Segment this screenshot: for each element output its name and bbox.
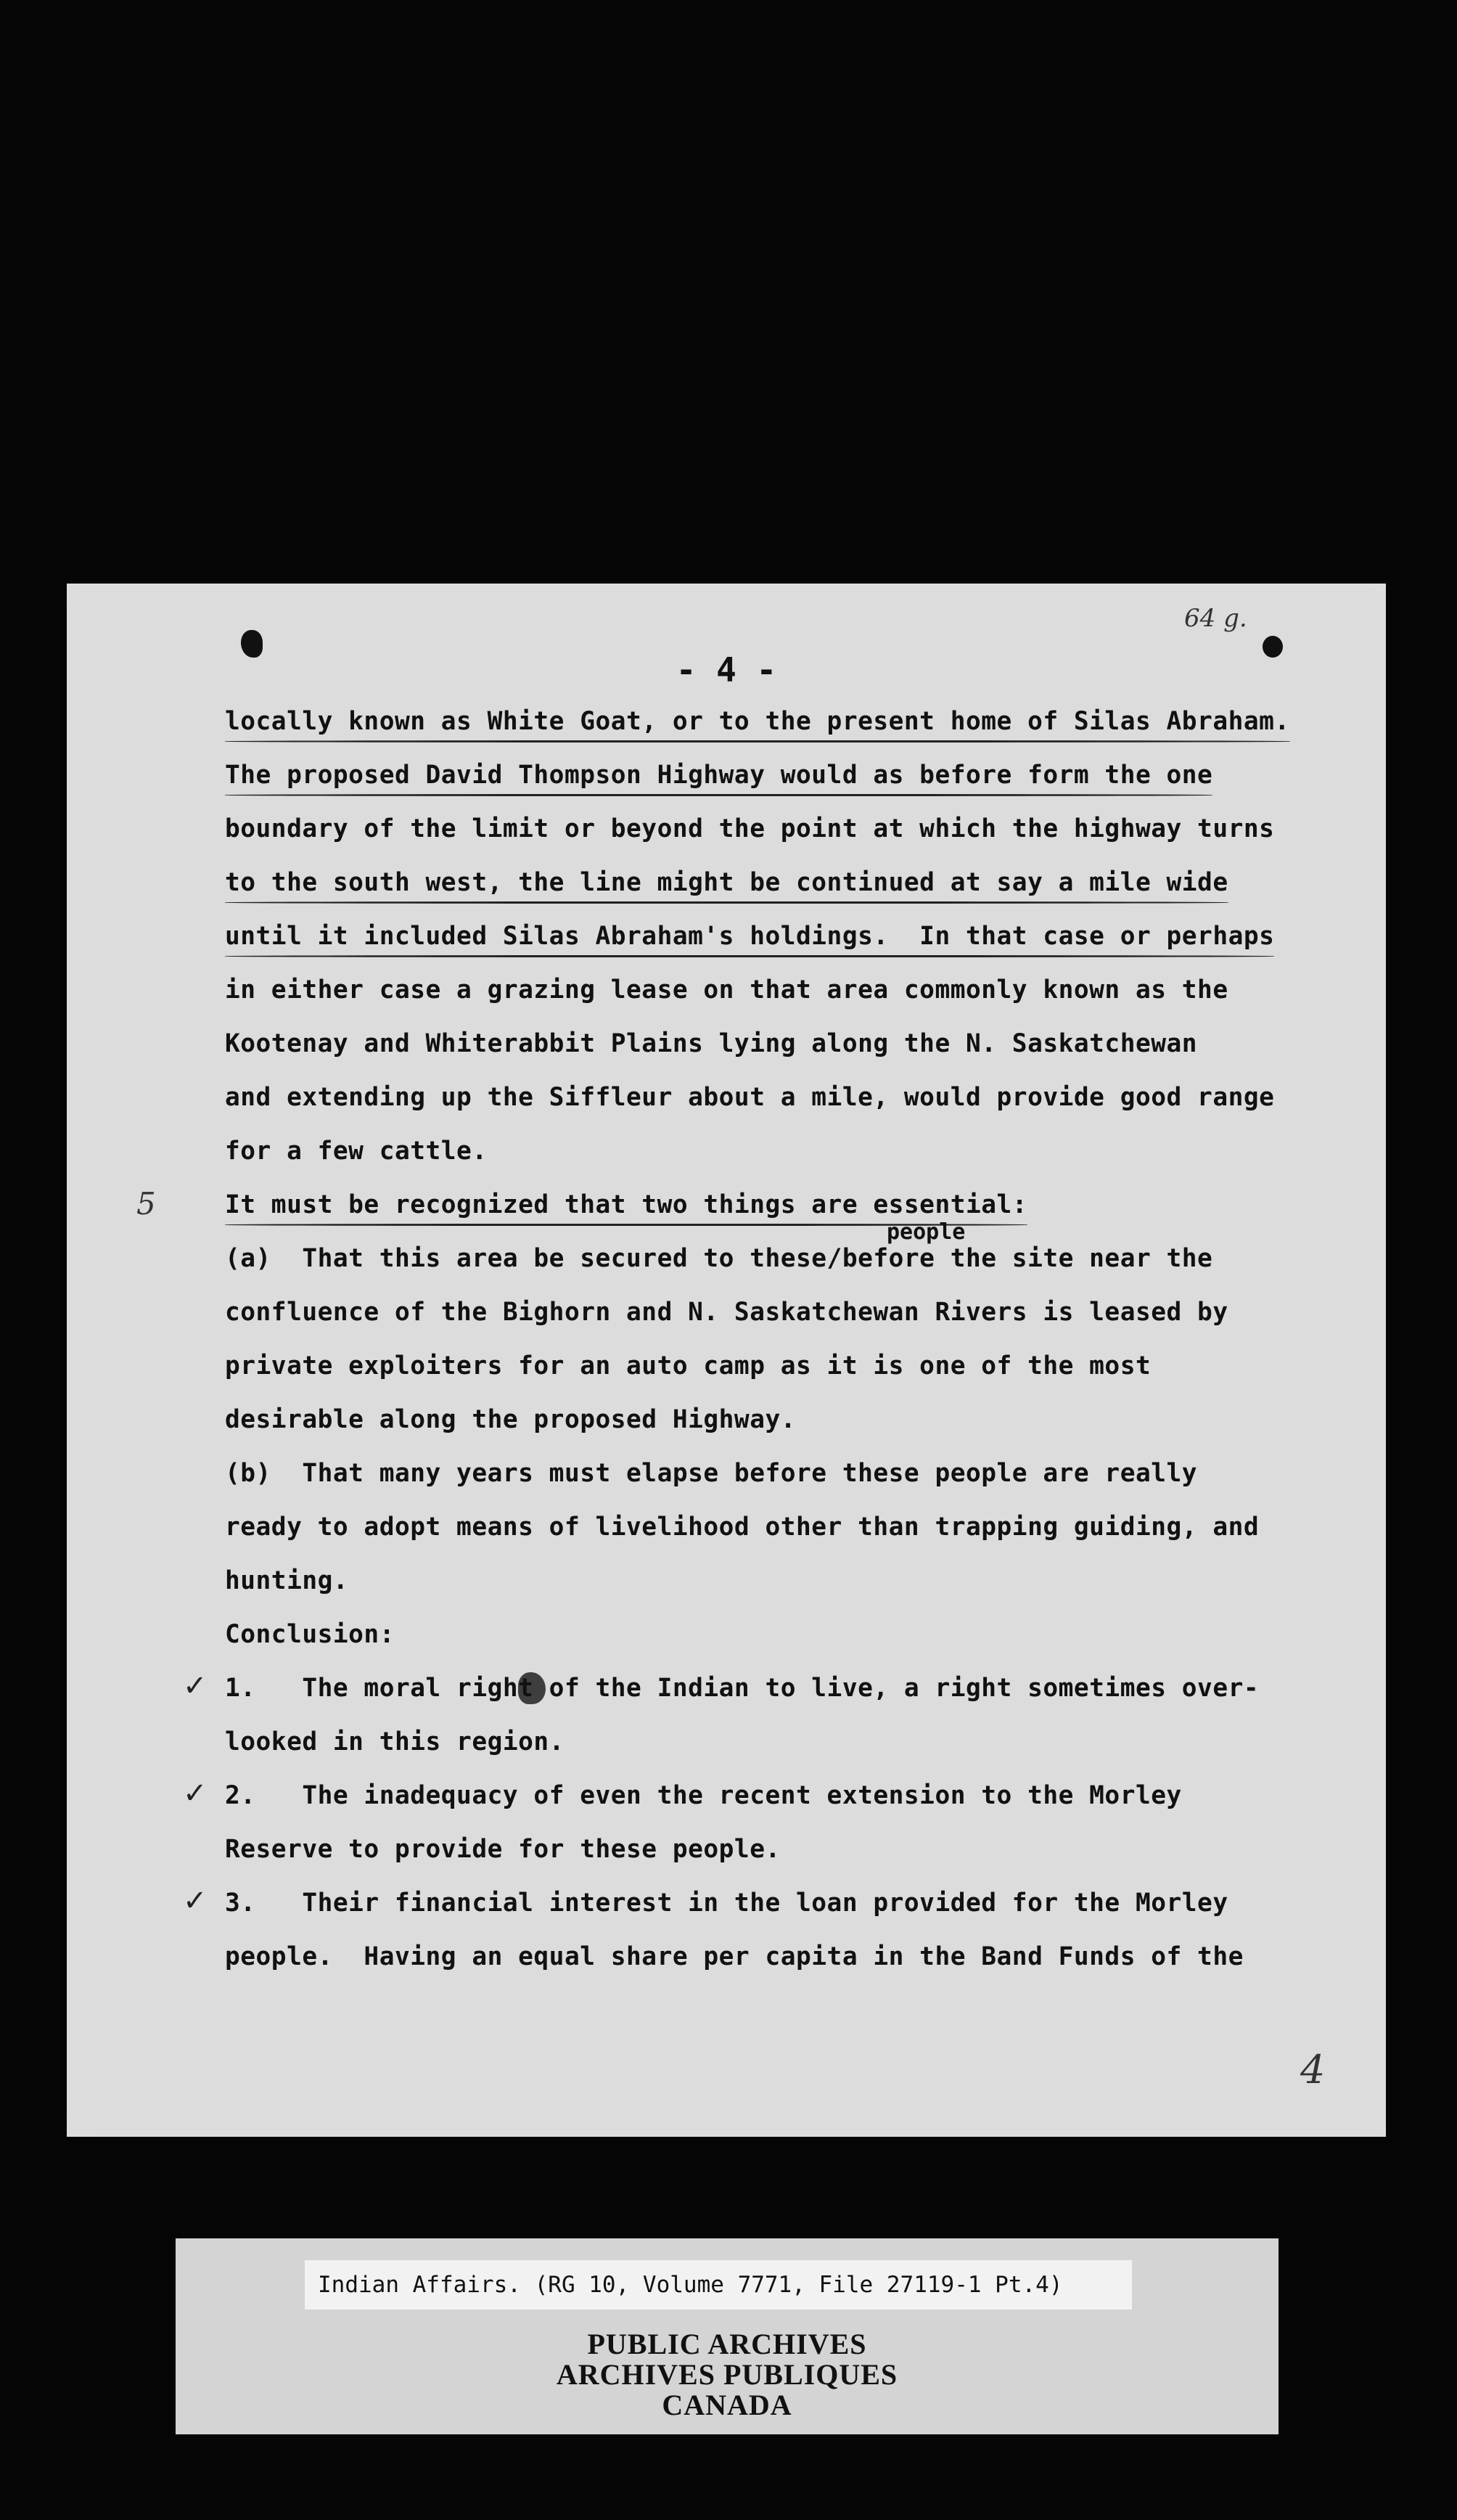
check-mark-icon: ✓ [183, 1669, 208, 1703]
archive-label-strip [176, 2238, 1279, 2434]
body-line: for a few cattle. [225, 1137, 488, 1166]
body-line: 3. Their financial interest in the loan provided for the Morley [225, 1889, 1228, 1918]
corner-note: 64 g. [1184, 604, 1247, 633]
body-line: looked in this region. [225, 1727, 565, 1756]
page-tally: 4 [1300, 2047, 1326, 2092]
body-line: ready to adopt means of livelihood other than trapping guiding, and [225, 1513, 1260, 1542]
archive-stamp-line: ARCHIVES PUBLIQUES [556, 2358, 898, 2391]
body-line: 1. The moral right of the Indian to live, a right sometimes over- [225, 1674, 1260, 1703]
archive-reference: Indian Affairs. (RG 10, Volume 7771, File 27119-1 Pt.4) [305, 2260, 1132, 2310]
margin-mark: 5 [136, 1186, 156, 1222]
body-line: 2. The inadequacy of even the recent extension to the Morley [225, 1781, 1182, 1810]
body-line: Kootenay and Whiterabbit Plains lying along the N. Saskatchewan [225, 1029, 1198, 1058]
section-heading: It must be recognized that two things are essential: [225, 1190, 1028, 1219]
body-line: Reserve to provide for these people. [225, 1835, 781, 1864]
body-line: confluence of the Bighorn and N. Saskatchewan Rivers is leased by [225, 1298, 1228, 1327]
body-line: in either case a grazing lease on that area commonly known as the [225, 975, 1228, 1005]
document-page [67, 584, 1386, 2137]
archive-stamp-line: CANADA [662, 2389, 792, 2421]
body-line: and extending up the Siffleur about a mile, would provide good range [225, 1083, 1275, 1112]
body-line: desirable along the proposed Highway. [225, 1405, 797, 1434]
body-line: private exploiters for an auto camp as it is one of the most [225, 1351, 1152, 1380]
body-line: locally known as White Goat, or to the present home of Silas Abraham. [225, 707, 1290, 736]
body-line: Conclusion: [225, 1620, 395, 1649]
archive-stamp-line: PUBLIC ARCHIVES [587, 2328, 867, 2360]
body-line: hunting. [225, 1566, 349, 1595]
body-line: to the south west, the line might be continued at say a mile wide [225, 868, 1228, 897]
check-mark-icon: ✓ [183, 1777, 208, 1810]
body-line: until it included Silas Abraham's holdings. In that case or perhaps [225, 922, 1275, 951]
handwritten-insertion: people [887, 1219, 966, 1245]
check-mark-icon: ✓ [183, 1884, 208, 1918]
body-line: people. Having an equal share per capita in the Band Funds of the [225, 1942, 1244, 1971]
page-number: - 4 - [676, 650, 777, 690]
body-line: (a) That this area be secured to these/before the site near the [225, 1244, 1213, 1273]
body-line: The proposed David Thompson Highway would as before form the one [225, 761, 1213, 790]
body-line: (b) That many years must elapse before these people are really [225, 1459, 1198, 1488]
body-line: boundary of the limit or beyond the point at which the highway turns [225, 814, 1275, 843]
